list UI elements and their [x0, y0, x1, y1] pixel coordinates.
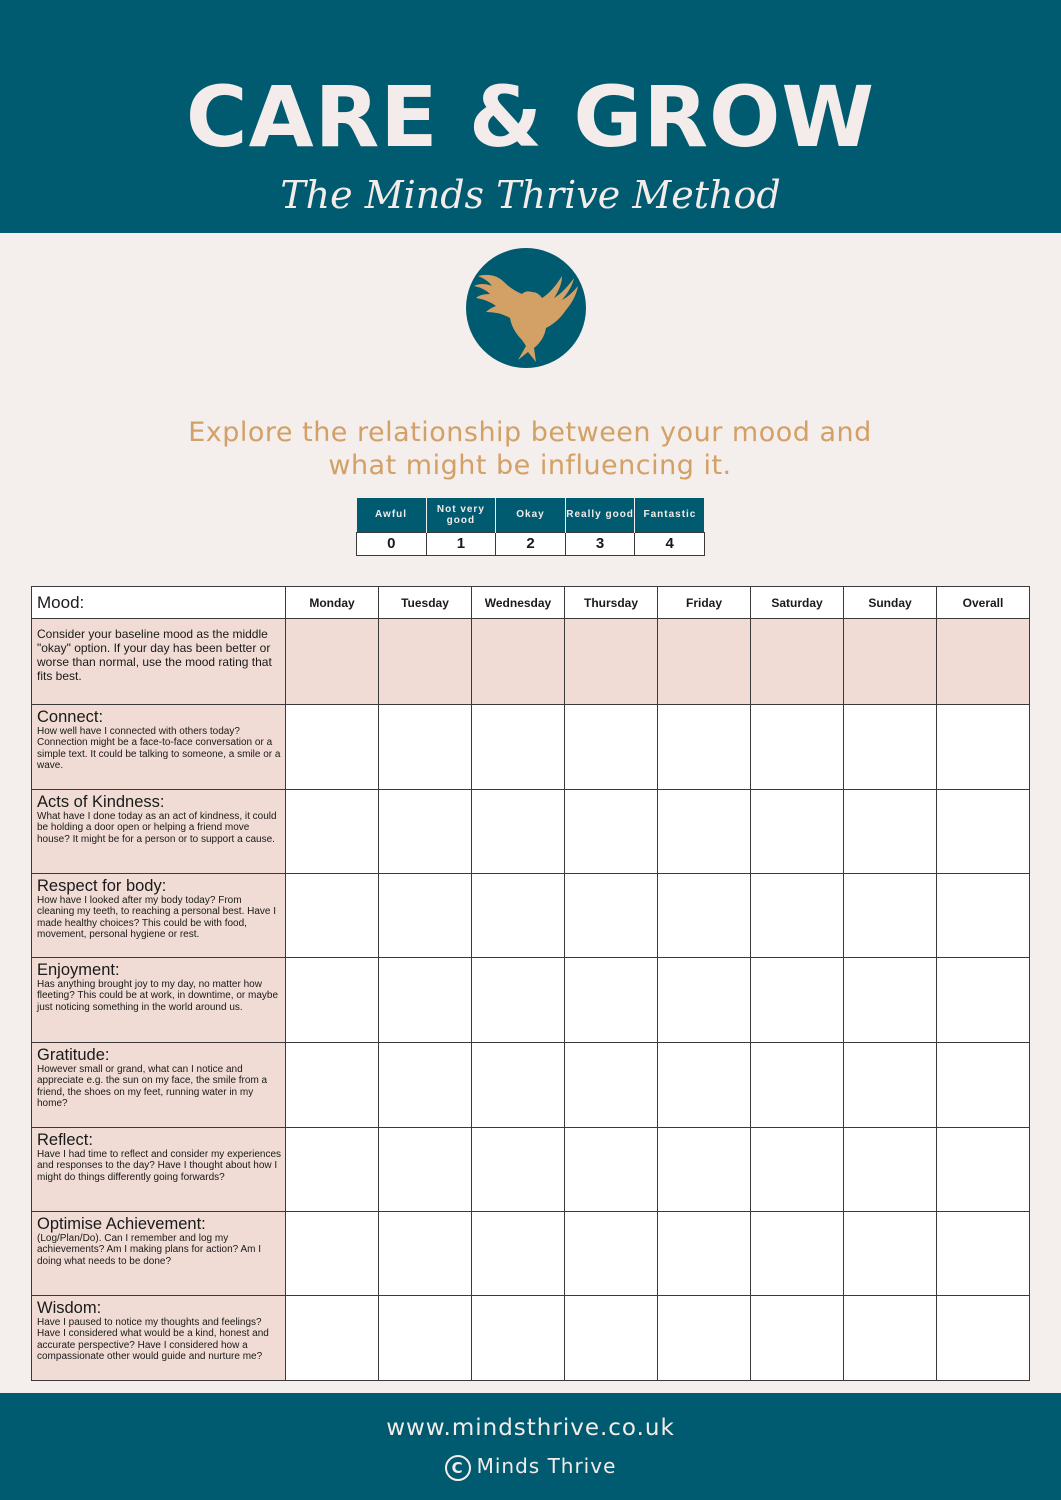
tagline-line-2: what might be influencing it.	[328, 450, 732, 481]
factor-entry-cell[interactable]	[472, 1212, 565, 1296]
factor-entry-cell[interactable]	[658, 790, 751, 874]
factor-entry-cell[interactable]	[565, 958, 658, 1043]
scale-label: Fantastic	[635, 498, 705, 532]
factor-entry-cell[interactable]	[286, 958, 379, 1043]
factor-entry-cell[interactable]	[937, 874, 1030, 958]
factor-entry-cell[interactable]	[472, 874, 565, 958]
factor-label-cell	[32, 705, 286, 790]
scale-value: 2	[496, 532, 566, 555]
scale-label: Awful	[357, 498, 427, 532]
factor-entry-cell[interactable]	[751, 1212, 844, 1296]
factor-entry-cell[interactable]	[565, 1128, 658, 1212]
factor-entry-cell[interactable]	[844, 1128, 937, 1212]
factor-description: Have I had time to reflect and consider my experiences and responses to the day? Have I thought about how I might do things differently going forwards?	[37, 1149, 282, 1183]
mood-entry-cell[interactable]	[751, 619, 844, 705]
day-header: Thursday	[565, 587, 658, 619]
copyright-icon: C	[445, 1455, 471, 1481]
mood-header: Mood:	[32, 587, 286, 619]
factor-description: What have I done today as an act of kindness, it could be holding a door open or helping a friend move house? It might be for a person or to support a cause.	[37, 811, 277, 845]
factor-entry-cell[interactable]	[751, 1296, 844, 1381]
factor-entry-cell[interactable]	[658, 1296, 751, 1381]
factor-entry-cell[interactable]	[379, 1212, 472, 1296]
factor-entry-cell[interactable]	[937, 958, 1030, 1043]
scale-value: 0	[357, 532, 427, 555]
eagle-icon	[466, 248, 586, 368]
scale-value: 3	[565, 532, 635, 555]
factor-label-cell	[32, 874, 286, 958]
tagline-line-1: Explore the relationship between your mood and	[188, 417, 872, 448]
factor-entry-cell[interactable]	[379, 790, 472, 874]
website-url: www.mindsthrive.co.uk	[386, 1415, 675, 1441]
mood-entry-cell[interactable]	[565, 619, 658, 705]
factor-title: Acts of Kindness:	[37, 793, 165, 811]
factor-entry-cell[interactable]	[751, 1043, 844, 1128]
factor-entry-cell[interactable]	[286, 1296, 379, 1381]
factor-label-cell	[32, 1296, 286, 1381]
factor-entry-cell[interactable]	[565, 790, 658, 874]
factor-entry-cell[interactable]	[658, 874, 751, 958]
mood-row	[32, 619, 1030, 705]
factor-entry-cell[interactable]	[472, 1128, 565, 1212]
factor-entry-cell[interactable]	[472, 958, 565, 1043]
factor-row	[32, 1128, 1030, 1212]
factor-entry-cell[interactable]	[286, 705, 379, 790]
factor-entry-cell[interactable]	[472, 1296, 565, 1381]
factor-entry-cell[interactable]	[844, 958, 937, 1043]
factor-entry-cell[interactable]	[658, 958, 751, 1043]
factor-entry-cell[interactable]	[379, 1296, 472, 1381]
day-header: Sunday	[844, 587, 937, 619]
factor-entry-cell[interactable]	[751, 1128, 844, 1212]
factor-entry-cell[interactable]	[286, 790, 379, 874]
factor-title: Enjoyment:	[37, 961, 120, 979]
factor-label-cell	[32, 790, 286, 874]
day-header: Saturday	[751, 587, 844, 619]
mood-description-cell	[32, 619, 286, 705]
mood-entry-cell[interactable]	[658, 619, 751, 705]
factor-entry-cell[interactable]	[844, 1212, 937, 1296]
day-header: Tuesday	[379, 587, 472, 619]
factor-entry-cell[interactable]	[658, 1128, 751, 1212]
factor-entry-cell[interactable]	[937, 1212, 1030, 1296]
factor-entry-cell[interactable]	[658, 1212, 751, 1296]
factor-entry-cell[interactable]	[844, 790, 937, 874]
factor-row	[32, 874, 1030, 958]
factor-entry-cell[interactable]	[751, 874, 844, 958]
factor-entry-cell[interactable]	[751, 790, 844, 874]
factor-title: Respect for body:	[37, 877, 167, 895]
factor-title: Reflect:	[37, 1131, 93, 1149]
factor-entry-cell[interactable]	[286, 1128, 379, 1212]
mood-tracker-table	[31, 586, 1030, 1381]
scale-value: 4	[635, 532, 705, 555]
factor-label-cell	[32, 1043, 286, 1128]
factor-row	[32, 1043, 1030, 1128]
factor-row	[32, 1212, 1030, 1296]
footer-banner	[0, 1393, 1061, 1500]
day-header: Friday	[658, 587, 751, 619]
scale-label: Really good	[565, 498, 635, 532]
factor-description: How well have I connected with others today? Connection might be a face-to-face conversation or a simple text. It could be talking to someone, a smile or a wave.	[37, 726, 281, 772]
mood-entry-cell[interactable]	[937, 619, 1030, 705]
day-header: Monday	[286, 587, 379, 619]
factor-entry-cell[interactable]	[937, 705, 1030, 790]
logo	[466, 248, 586, 368]
factor-entry-cell[interactable]	[844, 874, 937, 958]
factor-description: Have I paused to notice my thoughts and feelings? Have I considered what would be a kind, honest and accurate perspective? Have I considered how a compassionate other would guide and nurture me?	[37, 1317, 269, 1363]
factor-entry-cell[interactable]	[379, 874, 472, 958]
factor-row	[32, 790, 1030, 874]
factor-entry-cell[interactable]	[565, 705, 658, 790]
factor-entry-cell[interactable]	[844, 705, 937, 790]
factor-entry-cell[interactable]	[472, 790, 565, 874]
factor-title: Optimise Achievement:	[37, 1215, 206, 1233]
factor-entry-cell[interactable]	[565, 874, 658, 958]
factor-entry-cell[interactable]	[472, 705, 565, 790]
mood-entry-cell[interactable]	[844, 619, 937, 705]
mood-description: Consider your baseline mood as the middle "okay" option. If your day has been better or worse than normal, use the mood rating that fits best.	[37, 627, 272, 683]
factor-entry-cell[interactable]	[565, 1043, 658, 1128]
factor-entry-cell[interactable]	[658, 1043, 751, 1128]
factor-entry-cell[interactable]	[286, 1043, 379, 1128]
mood-entry-cell[interactable]	[286, 619, 379, 705]
scale-value: 1	[426, 532, 496, 555]
factor-label-cell	[32, 1128, 286, 1212]
factor-title: Gratitude:	[37, 1046, 110, 1064]
factor-entry-cell[interactable]	[379, 1128, 472, 1212]
factor-entry-cell[interactable]	[379, 705, 472, 790]
factor-entry-cell[interactable]	[937, 1043, 1030, 1128]
factor-entry-cell[interactable]	[937, 1296, 1030, 1381]
factor-entry-cell[interactable]	[472, 1043, 565, 1128]
day-header: Wednesday	[472, 587, 565, 619]
factor-label-cell	[32, 958, 286, 1043]
factor-title: Connect:	[37, 708, 104, 726]
factor-entry-cell[interactable]	[286, 1212, 379, 1296]
copyright	[0, 1451, 1061, 1481]
factor-entry-cell[interactable]	[844, 1043, 937, 1128]
scale-label: Not very good	[426, 498, 496, 532]
factor-row	[32, 1296, 1030, 1381]
factor-entry-cell[interactable]	[751, 958, 844, 1043]
tracker-header-row	[32, 587, 1030, 619]
page-title: CARE & GROW	[185, 68, 876, 166]
factor-label-cell	[32, 1212, 286, 1296]
factor-title: Wisdom:	[37, 1299, 102, 1317]
page-subtitle: The Minds Thrive Method	[280, 173, 781, 217]
tagline	[60, 416, 1000, 482]
brand-name: Minds Thrive	[476, 1454, 617, 1478]
factor-entry-cell[interactable]	[379, 1043, 472, 1128]
factor-entry-cell[interactable]	[844, 1296, 937, 1381]
factor-entry-cell[interactable]	[658, 705, 751, 790]
factor-entry-cell[interactable]	[751, 705, 844, 790]
day-header: Overall	[937, 587, 1030, 619]
mood-entry-cell[interactable]	[472, 619, 565, 705]
factor-entry-cell[interactable]	[937, 790, 1030, 874]
mood-entry-cell[interactable]	[379, 619, 472, 705]
scale-label: Okay	[496, 498, 566, 532]
factor-row	[32, 705, 1030, 790]
factor-entry-cell[interactable]	[379, 958, 472, 1043]
factor-entry-cell[interactable]	[565, 1296, 658, 1381]
factor-row	[32, 958, 1030, 1043]
mood-scale	[356, 498, 705, 556]
factor-entry-cell[interactable]	[286, 874, 379, 958]
factor-description: Has anything brought joy to my day, no matter how fleeting? This could be at work, in downtime, or maybe just noticing something in the world around us.	[37, 979, 279, 1013]
factor-entry-cell[interactable]	[565, 1212, 658, 1296]
factor-description: How have I looked after my body today? From cleaning my teeth, to reaching a personal best. Have I made healthy choices? This could be with food, movement, personal hygiene or rest.	[37, 895, 277, 941]
factor-entry-cell[interactable]	[937, 1128, 1030, 1212]
factor-description: However small or grand, what can I notice and appreciate e.g. the sun on my face, the smile from a friend, the shoes on my feet, running water in my home?	[37, 1064, 268, 1110]
factor-description: (Log/Plan/Do). Can I remember and log my achievements? Am I making plans for action? Am I doing what needs to be done?	[37, 1233, 261, 1267]
